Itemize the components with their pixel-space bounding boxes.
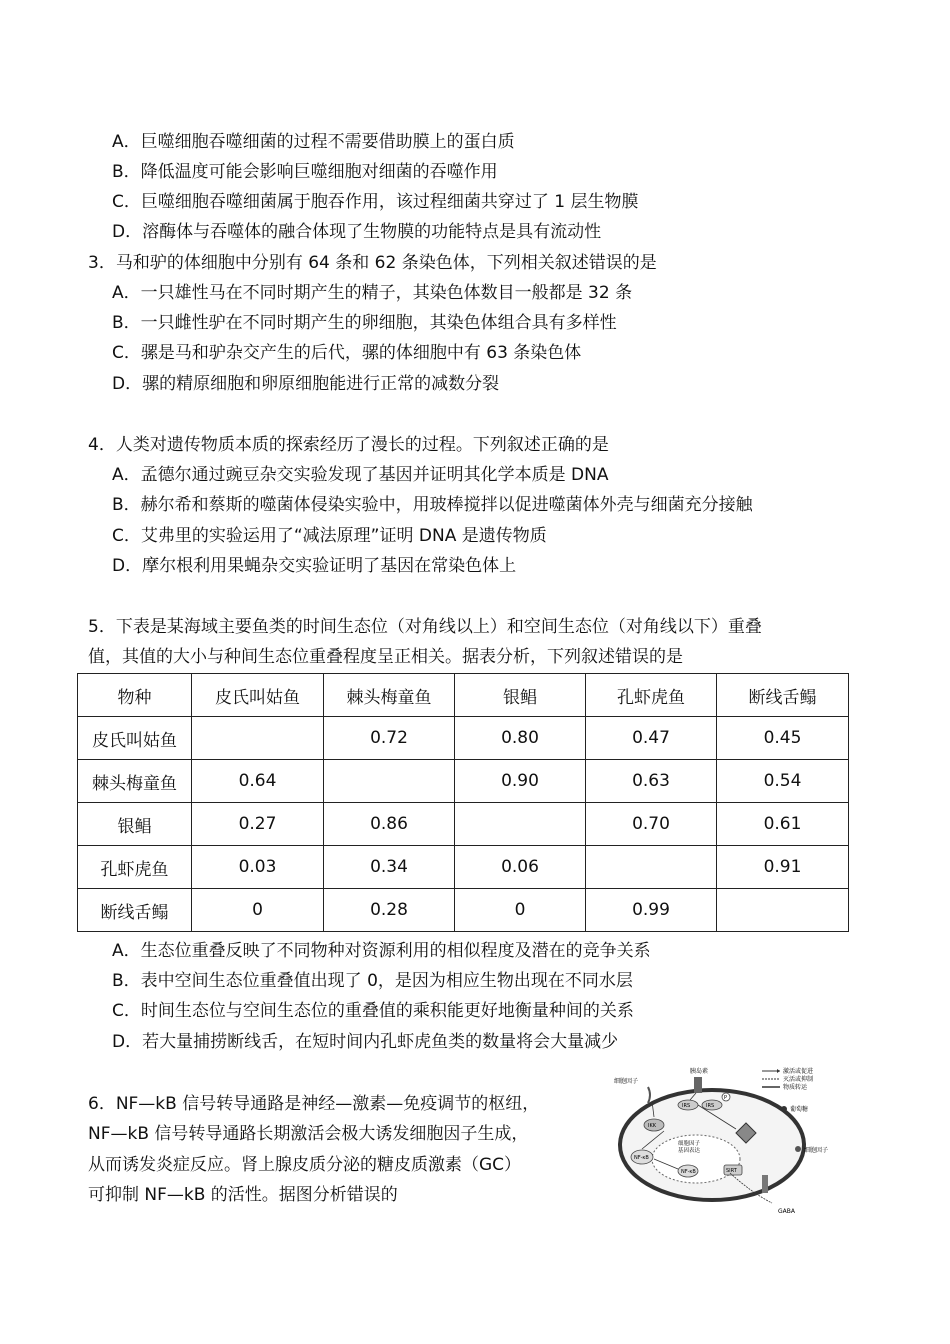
legend xyxy=(762,1067,813,1091)
table-cell: 0 xyxy=(455,889,586,932)
q5-option-b: B．表中空间生态位重叠值出现了 0，是因为相应生物出现在不同水层 xyxy=(112,971,633,991)
table-cell: 0.70 xyxy=(586,803,717,846)
table-cell: 皮氏叫姑鱼 xyxy=(78,717,192,760)
q2-option-b: B．降低温度可能会影响巨噬细胞对细菌的吞噬作用 xyxy=(112,162,498,182)
q2-option-d: D．溶酶体与吞噬体的融合体现了生物膜的功能特点是具有流动性 xyxy=(112,222,602,242)
gaba-label: GABA xyxy=(778,1208,795,1215)
table-cell xyxy=(717,889,849,932)
table-cell: 0.47 xyxy=(586,717,717,760)
nfkb-pathway-figure xyxy=(612,1063,848,1233)
table-header-cell: 孔虾虎鱼 xyxy=(586,674,717,717)
nfkb-label: NF-κB xyxy=(634,1155,649,1161)
q3-option-b: B．一只雌性驴在不同时期产生的卵细胞，其染色体组合具有多样性 xyxy=(112,313,617,333)
q3-option-a: A．一只雄性马在不同时期产生的精子，其染色体数目一般都是 32 条 xyxy=(112,283,633,303)
q4-option-b: B．赫尔希和蔡斯的噬菌体侵染实验中，用玻棒搅拌以促进噬菌体外壳与细菌充分接触 xyxy=(112,495,753,515)
insulin-receptor xyxy=(694,1077,702,1093)
phosphate-label: P xyxy=(724,1095,728,1101)
table-cell: 0.61 xyxy=(717,803,849,846)
table-cell xyxy=(192,717,324,760)
table-cell: 0.91 xyxy=(717,846,849,889)
table-cell: 0.06 xyxy=(455,846,586,889)
table-row xyxy=(78,889,849,932)
table-header-cell: 银鲳 xyxy=(455,674,586,717)
q3-option-d: D．骡的精原细胞和卵原细胞能进行正常的减数分裂 xyxy=(112,374,500,394)
q6-line1: 6．NF—kB 信号转导通路是神经—激素—免疫调节的枢纽， xyxy=(88,1094,540,1114)
q5-stem-line2: 值，其值的大小与种间生态位重叠程度呈正相关。据表分析，下列叙述错误的是 xyxy=(88,647,683,667)
q2-option-c: C．巨噬细胞吞噬细菌属于胞吞作用，该过程细菌共穿过了 1 层生物膜 xyxy=(112,192,639,212)
q3-stem: 3．马和驴的体细胞中分别有 64 条和 62 条染色体，下列相关叙述错误的是 xyxy=(88,253,657,273)
table-cell: 0.80 xyxy=(455,717,586,760)
ikk-label: IKK xyxy=(648,1123,657,1129)
table-cell: 0.64 xyxy=(192,760,324,803)
table-cell: 0 xyxy=(192,889,324,932)
table-cell: 0.99 xyxy=(586,889,717,932)
insulin-label: 胰岛素 xyxy=(690,1068,709,1075)
table-cell: 0.03 xyxy=(192,846,324,889)
q2-option-a: A．巨噬细胞吞噬细菌的过程不需要借助膜上的蛋白质 xyxy=(112,132,515,152)
gene-expression-label: 细胞因子基因表达 xyxy=(678,1141,701,1154)
q4-option-a: A．孟德尔通过豌豆杂交实验发现了基因并证明其化学本质是 DNA xyxy=(112,465,609,485)
table-cell: 银鲳 xyxy=(78,803,192,846)
q4-option-c: C．艾弗里的实验运用了“减法原理”证明 DNA 是遗传物质 xyxy=(112,526,547,546)
q5-stem-line1: 5．下表是某海域主要鱼类的时间生态位（对角线以上）和空间生态位（对角线以下）重叠 xyxy=(88,617,762,637)
table-cell: 0.54 xyxy=(717,760,849,803)
q5-option-c: C．时间生态位与空间生态位的重叠值的乘积能更好地衡量种间的关系 xyxy=(112,1001,634,1021)
table-header-cell: 物种 xyxy=(78,674,192,717)
table-cell: 断线舌鳎 xyxy=(78,889,192,932)
table-row xyxy=(78,803,849,846)
table-header-row xyxy=(78,674,849,717)
svg-text:灭活或抑制: 灭活或抑制 xyxy=(783,1076,814,1083)
q4-stem: 4．人类对遗传物质本质的探索经历了漫长的过程。下列叙述正确的是 xyxy=(88,435,609,455)
table-cell: 棘头梅童鱼 xyxy=(78,760,192,803)
q5-option-a: A．生态位重叠反映了不同物种对资源利用的相似程度及潜在的竞争关系 xyxy=(112,941,651,961)
table-cell: 0.45 xyxy=(717,717,849,760)
table-cell: 孔虾虎鱼 xyxy=(78,846,192,889)
sirt-label: SIRT xyxy=(726,1168,737,1174)
gaba-channel xyxy=(762,1175,768,1193)
table-cell: 0.72 xyxy=(324,717,455,760)
table-cell xyxy=(586,846,717,889)
q5-option-d: D．若大量捕捞断线舌，在短时间内孔虾虎鱼类的数量将会大量减少 xyxy=(112,1032,619,1052)
table-cell: 0.27 xyxy=(192,803,324,846)
table-cell: 0.86 xyxy=(324,803,455,846)
table-cell: 0.28 xyxy=(324,889,455,932)
q4-option-d: D．摩尔根利用果蝇杂交实验证明了基因在常染色体上 xyxy=(112,556,517,576)
cytokine-receptor xyxy=(648,1087,650,1103)
table-cell xyxy=(455,803,586,846)
q6-line2: NF—kB 信号转导通路长期激活会极大诱发细胞因子生成， xyxy=(88,1124,529,1144)
q3-option-c: C．骡是马和驴杂交产生的后代，骡的体细胞中有 63 条染色体 xyxy=(112,343,582,363)
cytokine-icon xyxy=(795,1146,801,1152)
table-row xyxy=(78,760,849,803)
irs-label: IRS xyxy=(682,1103,691,1109)
table-header-cell: 断线舌鳎 xyxy=(717,674,849,717)
table-header-cell: 皮氏叫姑鱼 xyxy=(192,674,324,717)
q6-line4: 可抑制 NF—kB 的活性。据图分析错误的 xyxy=(88,1185,398,1205)
nfkb-label: NF-κB xyxy=(681,1169,696,1175)
svg-text:物质转运: 物质转运 xyxy=(783,1084,808,1091)
svg-text:激活或促进: 激活或促进 xyxy=(783,1068,814,1075)
table-header-cell: 棘头梅童鱼 xyxy=(324,674,455,717)
irs-label: IRS xyxy=(706,1103,715,1109)
table-row xyxy=(78,717,849,760)
glucose-label: 葡萄糖 xyxy=(790,1106,809,1113)
table-cell xyxy=(324,760,455,803)
table-cell: 0.63 xyxy=(586,760,717,803)
table-cell: 0.34 xyxy=(324,846,455,889)
glucose-icon xyxy=(781,1106,787,1112)
cytokine-right-label: 细胞因子 xyxy=(804,1147,829,1154)
q6-line3: 从而诱发炎症反应。肾上腺皮质分泌的糖皮质激素（GC） xyxy=(88,1155,522,1175)
table-row xyxy=(78,846,849,889)
table-cell: 0.90 xyxy=(455,760,586,803)
niche-overlap-table xyxy=(77,673,849,932)
cytokine-top-label: 细胞因子 xyxy=(614,1078,639,1085)
